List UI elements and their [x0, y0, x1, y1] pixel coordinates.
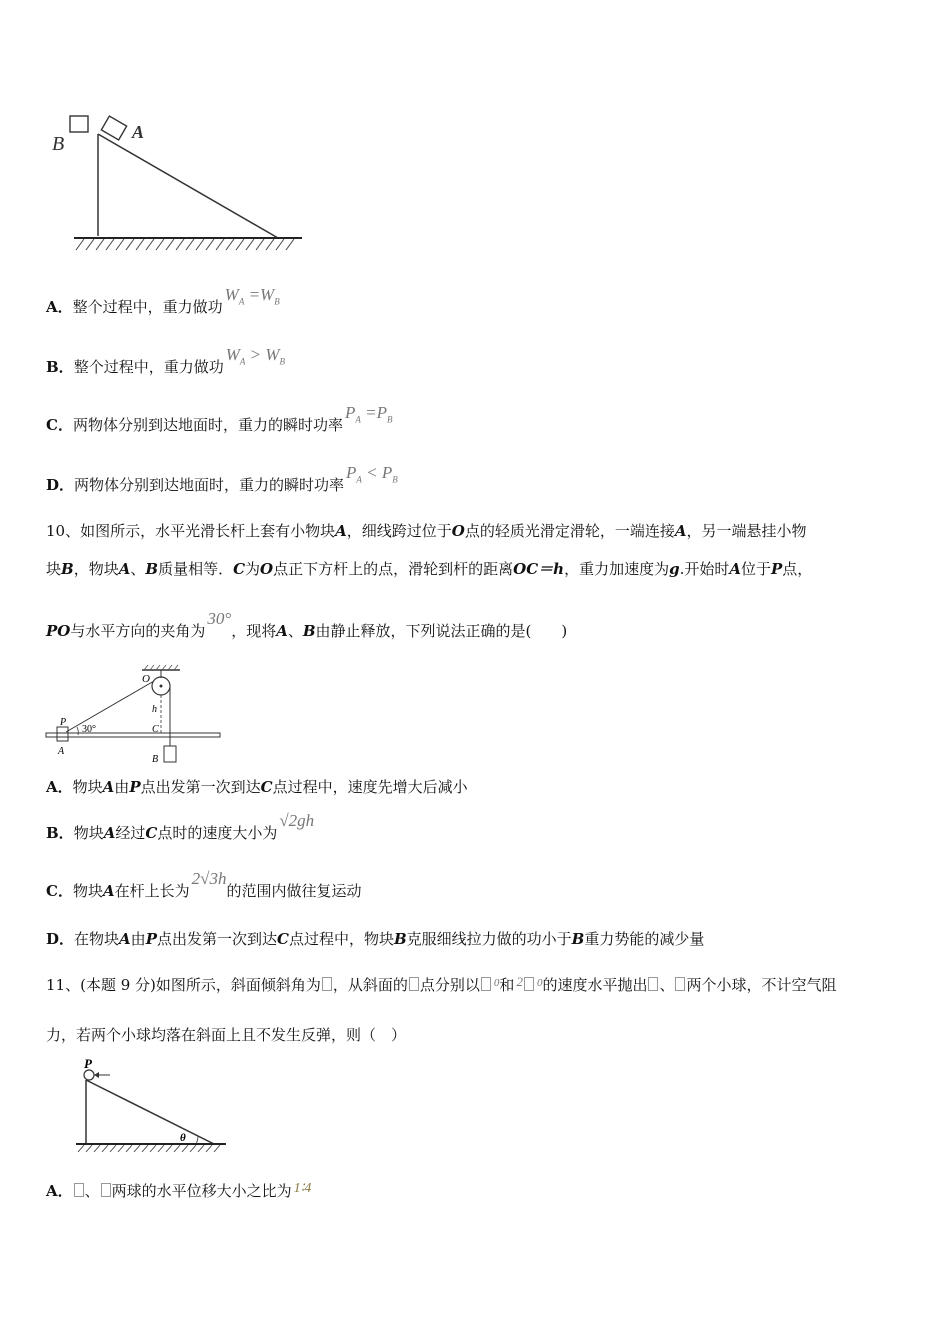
block-a — [57, 727, 68, 741]
q9-option-c: C．两物体分别到达地面时，重力的瞬时功率$P_A =P_B$ — [46, 403, 393, 434]
q10-stem-line3: PO与水平方向的夹角为30°，现将A、B由静止释放，下列说法正确的是( ) — [46, 609, 568, 640]
q11-stem-line2: 力，若两个小球均落在斜面上且不发生反弹，则（ ） — [46, 1026, 407, 1044]
q10-b-formula: √2gh — [279, 811, 315, 830]
block-b — [70, 116, 88, 132]
svg-text:h: h — [152, 704, 157, 715]
q10-stem-line2: 块B，物块A、B质量相等．C为O点正下方杆上的点，滑轮到杆的距离OC＝h，重力加速度为g.开始时A位于P点， — [46, 560, 813, 578]
svg-text:P: P — [60, 717, 67, 728]
q11-stem-line1: 11、(本题 9 分)如图所示，斜面倾斜角为 ，从斜面的 点分别以 $^0$和 2 $^0$的速度水平抛出 、 两个小球，不计空气阻 — [46, 974, 837, 994]
q10-c-formula: 2√3h — [191, 869, 227, 888]
incline-figure-q11 — [74, 1056, 234, 1152]
q9-option-a: A．整个过程中，重力做功$W_A =W_B$ — [46, 285, 280, 316]
block-a — [101, 116, 126, 140]
q10-option-d: D．在物块A由P点出发第一次到达C点过程中，物块B克服细线拉力做的功小于B重力势能的减少量 — [46, 930, 705, 948]
svg-text:A: A — [58, 746, 65, 757]
q10-angle: 30° — [207, 609, 232, 628]
svg-text:P: P — [84, 1056, 92, 1071]
q11-a-ratio: 1∶4 — [293, 1181, 312, 1196]
q9-c-formula: $P_A =P_B$ — [344, 403, 393, 425]
svg-text:C: C — [152, 724, 159, 735]
svg-text:O: O — [142, 673, 150, 685]
placeholder-glyph — [675, 977, 685, 991]
block-b — [164, 746, 176, 762]
q11-option-a: A． 、 两球的水平位移大小之比为 1∶4 — [46, 1181, 312, 1200]
svg-text:B: B — [152, 754, 159, 765]
q10-stem-line1: 10、如图所示，水平光滑长杆上套有小物块A，细线跨过位于O点的轻质光滑定滑轮，一端连接A，另一端悬挂小物 — [46, 522, 807, 540]
q10-option-c: C．物块A在杆上长为2√3h的范围内做往复运动 — [46, 869, 362, 900]
q10-option-b: B．物块A经过C点时的速度大小为√2gh — [46, 811, 315, 842]
placeholder-glyph — [409, 977, 419, 991]
ball — [84, 1070, 94, 1080]
placeholder-glyph — [101, 1183, 111, 1197]
pulley-figure-q10 — [44, 664, 226, 768]
q9-a-formula: $W_A =W_B$ — [224, 285, 280, 307]
placeholder-glyph — [322, 977, 332, 991]
rod — [46, 733, 220, 737]
placeholder-glyph — [74, 1183, 84, 1197]
placeholder-glyph — [481, 977, 491, 991]
incline-figure-q9 — [46, 108, 308, 258]
q9-b-formula: $W_A > W_B$ — [225, 345, 286, 367]
q9-option-b: B．整个过程中，重力做功$W_A > W_B$ — [46, 345, 286, 376]
label-b: B — [52, 133, 65, 155]
svg-text:30°: 30° — [82, 724, 96, 735]
label-a: A — [132, 122, 145, 142]
q9-d-formula: $P_A < P_B$ — [346, 463, 398, 485]
placeholder-glyph — [648, 977, 658, 991]
placeholder-glyph — [524, 977, 534, 991]
q9-option-d: D．两物体分别到达地面时，重力的瞬时功率$P_A < P_B$ — [46, 463, 398, 494]
q10-option-a: A．物块A由P点出发第一次到达C点过程中，速度先增大后减小 — [46, 778, 468, 796]
svg-text:θ: θ — [180, 1132, 186, 1144]
